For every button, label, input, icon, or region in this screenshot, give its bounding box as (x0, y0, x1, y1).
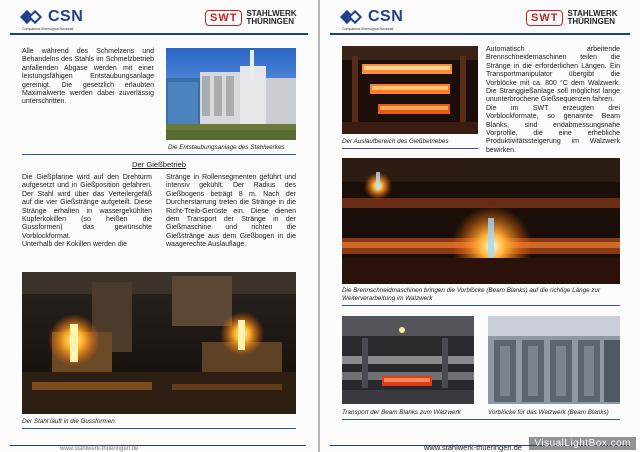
casting-column-1-text-2: Unterhalb der Kokillen werden die (22, 241, 128, 249)
cutting-paragraph (486, 46, 620, 155)
caption-rule-5 (342, 419, 620, 420)
swt-logo-box-right: SWT (526, 10, 563, 26)
cutting-machines-caption: Die Brennschneidmaschinen bringen die Vorblöcke (Beam Blanks) auf die richtige Länge zur Weiterverarbeitung im Walzwerk (342, 287, 601, 302)
swt-logo (205, 10, 297, 26)
footer-url-right[interactable]: www.stahlwerk-thueringen.de (424, 443, 522, 452)
csn-wordmark-right: CSN (368, 8, 404, 25)
beam-blanks-caption: Vorblöcke für das Walzwerk (Beam Blanks) (488, 409, 609, 416)
csn-subtitle: Companhia Siderúrgica Nacional (22, 27, 74, 31)
beam-blanks-photo (488, 316, 620, 404)
swt-logo-right (526, 10, 618, 26)
csn-logo-icon (22, 9, 44, 25)
caption-rule-1 (22, 154, 296, 155)
casting-column-2: Stränge in Rollensegmenten geführt und intensiv gekühlt. Der Radius des Gießbogens beträgt 8 m. Nach der Durcherstarrung treten die Stränge in die Richt-Treib-Gerüste ein. Diese dienen dem Transport der Stränge in der Gießmaschine und richten die Gießstränge aus dem Gießbogen in die waagerechte Auslauflage. (166, 174, 296, 249)
swt-logo-text: STAHLWERK THÜRINGEN (246, 9, 297, 26)
beam-transport-caption: Transport der Beam Blanks zum Walzwerk (342, 409, 461, 416)
csn-logo-icon-right (342, 9, 364, 25)
runout-area-caption: Der Auslaufbereich des Gießbetriebes (342, 138, 449, 145)
beam-transport-image (342, 316, 474, 404)
cutting-text-2: Die im SWT erzeugten drei Vorblockformate, so genannte Beam Blanks, sind endabmessungsnahe Vorprofile, die eine erhebliche Produktivitätssteigerung im Walzwerk bewirken. (486, 104, 620, 154)
csn-logo-right (342, 8, 403, 26)
header-rule-right (330, 33, 630, 35)
molten-steel-image (22, 272, 296, 414)
casting-column-1-text: Die Gießpfanne wird auf den Drehturm aufgesetzt und in Gießposition gefahren. Der Stahl wird über das Verteilergefäß auf die vier Gießstränge aufgeteilt. Diese Stränge erhalten in wassergekühlten Kupferkokillen (so heißen die Gussformen) das gewünschte Vorblockformat. (22, 174, 152, 240)
beam-transport-photo (342, 316, 474, 404)
footer-url-left[interactable]: www.stahlwerk-thueringen.de (60, 446, 139, 452)
dust-extraction-photo (166, 48, 296, 140)
beam-blanks-image (488, 316, 620, 404)
csn-logo (22, 8, 83, 26)
section-title: Der Gießbetrieb (131, 160, 187, 169)
csn-wordmark: CSN (48, 8, 84, 25)
swt-logo-text-right: STAHLWERK THÜRINGEN (567, 9, 618, 26)
swt-logo-box: SWT (205, 10, 242, 26)
cutting-machines-image (342, 158, 620, 284)
intro-paragraph: Alle während des Schmelzens und Behandelns des Stahls im Schmelzbetrieb anfallenden Abgase werden mit einer leistungsfähigen Entstaubungsanlage gereinigt. Die gesetzlich erlaubten Maximalwerte werden dabei zuverlässig unterschritten. (22, 48, 154, 106)
footer-rule-left (10, 445, 306, 447)
runout-area-image (342, 46, 478, 134)
dust-extraction-caption: Die Entstaubungsanlage des Stahlwerkes (168, 144, 285, 151)
watermark: VisualLightBox.com (529, 437, 636, 450)
csn-subtitle-right: Companhia Siderúrgica Nacional (342, 27, 394, 31)
runout-area-photo (342, 46, 478, 134)
cutting-machines-photo (342, 158, 620, 284)
left-page (0, 0, 318, 452)
right-page (320, 0, 640, 452)
cutting-text-1: Automatisch arbeitende Brennschneidemaschinen teilen die Stränge in die erforderlichen Längen. Ein Transportmanipulator übergibt die Vorblöcke mit ca. 800 °C dem Walzwerk. Die Stranggießanlage soll möglichst lange ununterbrochene Gießsequenzen fahren. (486, 46, 620, 104)
molten-steel-photo (22, 272, 296, 414)
header-rule (10, 33, 308, 35)
casting-column-1 (22, 174, 152, 250)
molten-steel-caption: Der Stahl läuft in die Gussformen (22, 418, 115, 425)
dust-extraction-image (166, 48, 296, 140)
caption-rule-3 (342, 148, 478, 149)
caption-rule-2 (22, 428, 296, 429)
caption-rule-4 (342, 305, 620, 306)
